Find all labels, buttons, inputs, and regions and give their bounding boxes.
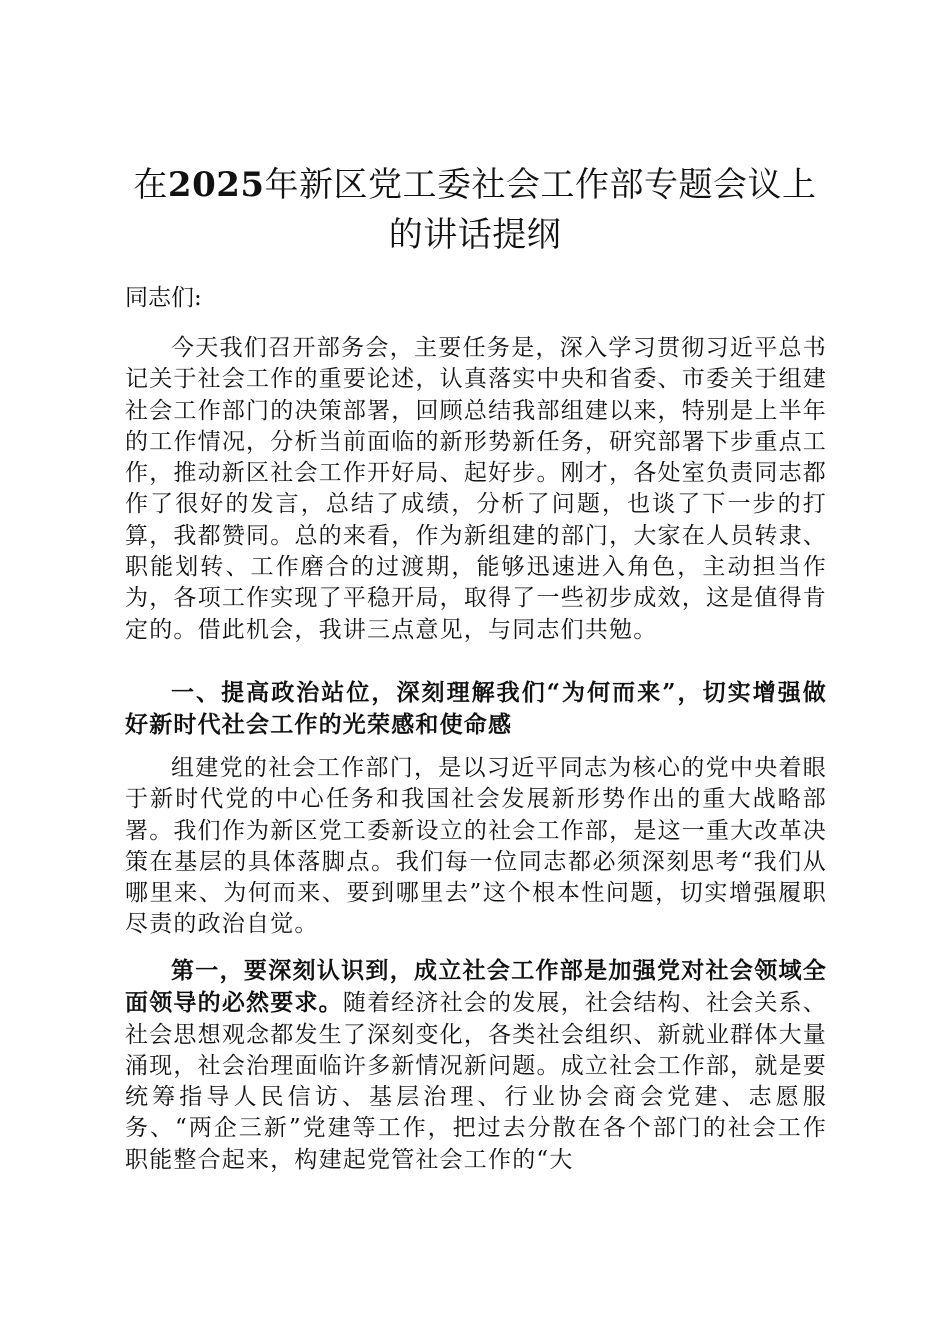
salutation: 同志们: [125,285,202,311]
title-rest: 年新区党工委社会工作部专题会议上的讲话提纲 [264,165,817,255]
point-1-body: 随着经济社会的发展，社会结构、社会关系、社会思想观念都发生了深刻变化，各类社会组织、新就业群体大量涌现，社会治理面临许多新情况新问题。成立社会工作部，就是要统筹指导人民信访、基层治理、行业协会商会党建、志愿服务、“两企三新”党建等工作，把过去分散在各个部门的社会工作职能整合起来，构建起党管社会工作的“大 [125,990,828,1173]
title-prefix: 在 [133,165,168,205]
paragraph-point-1 [125,955,827,1176]
point-1-lead: 第一，要深刻认识到，成立社会工作部是加强党对社会领域全面领导的必然要求。 [125,957,827,1017]
section-heading-1: 一、提高政治站位，深刻理解我们“为何而来”，切实增强做好新时代社会工作的光荣感和使命感 [125,679,827,738]
paragraph-intro: 今天我们召开部务会，主要任务是，深入学习贯彻习近平总书记关于社会工作的重要论述，认真落实中央和省委、市委关于组建社会工作部门的决策部署，回顾总结我部组建以来，特别是上半年的工作情况，分析当前面临的新形势新任务，研究部署下步重点工作，推动新区社会工作开好局、起好步。刚才，各处室负责同志都作了很好的发言，总结了成绩，分析了问题，也谈了下一步的打算，我都赞同。总的来看，作为新组建的部门，大家在人员转隶、职能划转、工作磨合的过渡期，能够迅速进入角色，主动担当作为，各项工作实现了平稳开局，取得了一些初步成效，这是值得肯定的。借此机会，我讲三点意见，与同志们共勉。 [125,335,827,643]
title-year: 2025 [167,165,265,205]
document-title [120,160,830,260]
paragraph-section-1: 组建党的社会工作部门，是以习近平同志为核心的党中央着眼于新时代党的中心任务和我国社会发展新形势作出的重大战略部署。我们作为新区党工委新设立的社会工作部，是这一重大改革决策在基层的具体落脚点。我们每一位同志都必须深刻思考“我们从哪里来、为何而来、要到哪里去”这个根本性问题，切实增强履职尽责的政治自觉。 [125,755,827,938]
